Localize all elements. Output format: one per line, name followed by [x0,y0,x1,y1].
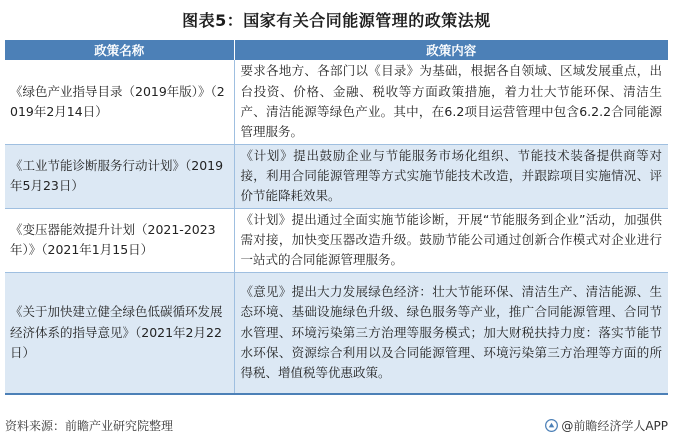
policy-content-cell: 《计划》提出通过全面实施节能诊断，开展“节能服务到企业”活动，加强供需对接，加快变压器改造升级。鼓励节能公司通过创新合作模式对企业进行一站式的合同能源管理服务。 [234,208,668,272]
policy-table [5,40,668,395]
brand-logo-icon [545,419,558,432]
page-title: 图表5：国家有关合同能源管理的政策法规 [182,11,491,30]
table-row [5,272,668,394]
policy-content-cell: 《意见》提出大力发展绿色经济：壮大节能环保、清洁生产、清洁能源、生态环境、基础设施绿色升级、绿色服务等产业，推广合同能源管理、合同节水管理、环境污染第三方治理等服务模式；加大财税扶持力度：落实节能节水环保、资源综合利用以及合同能源管理、环境污染第三方治理等方面的所得税、增值税等优惠政策。 [234,272,668,394]
source-note: 资料来源：前瞻产业研究院整理 [5,419,174,433]
footer [5,417,668,435]
policy-content-cell: 要求各地方、各部门以《目录》为基础，根据各自领域、区域发展重点，出台投资、价格、金融、税收等方面政策措施，着力壮大节能环保、清洁生产、清洁能源等绿色产业。其中，在6.2项目运营管理中包含6.2.2合同能源管理服务。 [234,60,668,144]
policy-name-cell: 《工业节能诊断服务行动计划》（2019年5月23日） [5,144,234,208]
column-header-policy-name: 政策名称 [5,40,234,60]
table-row [5,144,668,208]
policy-content-cell: 《计划》提出鼓励企业与节能服务市场化组织、节能技术装备提供商等对接，利用合同能源管理等方式实施节能技术改造，并跟踪项目实施情况、评价节能降耗效果。 [234,144,668,208]
policy-name-cell: 《关于加快建立健全绿色低碳循环发展经济体系的指导意见》（2021年2月22日） [5,272,234,394]
table-header-row [5,40,668,60]
policy-name-cell: 《变压器能效提升计划（2021-2023年）》（2021年1月15日） [5,208,234,272]
policy-name-cell: 《绿色产业指导目录（2019年版）》（2019年2月14日） [5,60,234,144]
column-header-policy-content: 政策内容 [234,40,668,60]
table-row [5,60,668,144]
table-row [5,208,668,272]
brand-label: @前瞻经济学人APP [561,419,668,433]
brand-credit [545,417,668,434]
